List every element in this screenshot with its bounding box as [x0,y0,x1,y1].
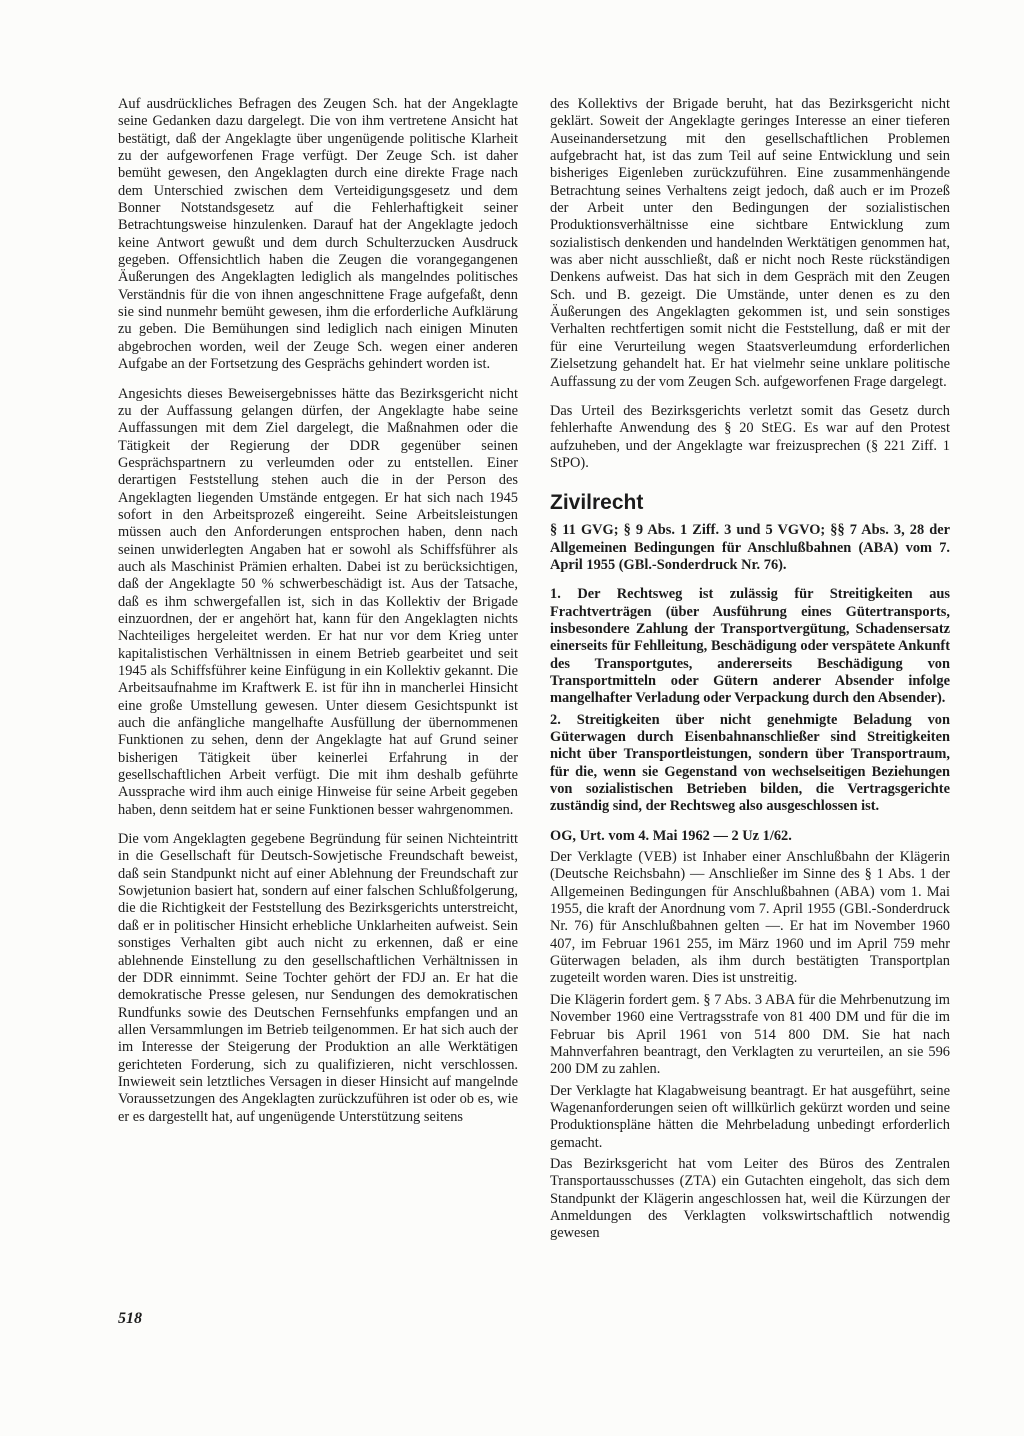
court-decision-reference: OG, Urt. vom 4. Mai 1962 — 2 Uz 1/62. [550,827,792,844]
page-number: 518 [118,1310,142,1327]
headnote-1: 1. Der Rechtsweg ist zulässig für Streitigkeiten aus Frachtverträgen (über Ausführung eines Gütertransports, insbesondere Zahlung der Transportvergütung, Schadensersatz einerseits für Fehlleitung, Beschädigung oder verspätete Ankunft des Transportgutes, andererseits Beschädigung von Transportmitteln oder Gütern anderer Absender infolge mangelhafter Verladung oder Verpackung durch den Absender). [550,586,950,707]
legal-citation: § 11 GVG; § 9 Abs. 1 Ziff. 3 und 5 VGVO; §§ 7 Abs. 3, 28 der Allgemeinen Bedingungen für Anschlußbahnen (ABA) vom 7. April 1955 (GBl.-Sonderdruck Nr. 76). [550,522,950,573]
paragraph: Der Verklagte hat Klagabweisung beantragt. Er hat ausgeführt, seine Wagenanforderungen seien oft willkürlich gekürzt worden und seine Produktionspläne hätten die Mehrbeladung unbedingt erforderlich gemacht. [550,1082,950,1151]
paragraph: Die vom Angeklagten gegebene Begründung für seinen Nichteintritt in die Gesellschaft für Deutsch-Sowjetische Freundschaft beweist, daß sein Standpunkt nicht auf einer Ablehnung der Freundschaft zur Sowjetunion basiert hat, sondern auf einer falschen Schlußfolgerung, die die Richtigkeit der Feststellung des Bezirksgerichts unterstreicht, daß er in politischer Hinsicht erhebliche Unklarheiten aufweist. Sein sonstiges Verhalten gibt auch nicht zu erkennen, daß er eine ablehnende Einstellung zu den gesellschaftlichen Verhältnissen in der DDR einnimmt. Seine Tochter gehört der FDJ an. Er hat die demokratische Presse gelesen, nur Sendungen des demokratischen Rundfunks sowie des Deutschen Fernsehfunks empfangen und an allen Versammlungen im Betrieb teilgenommen. Er hat sich auch der im Interesse der Steigerung der Produktion an alle Werktätigen gerichteten Forderung, sich zu qualifizieren, nicht verschlossen. Inwieweit sein letztliches Versagen in dieser Hinsicht auf mangelnde Voraussetzungen des Angeklagten zurückzuführen ist oder ob es, wie er es dargestellt hat, auf ungenügende Unterstützung seitens [118,831,518,1125]
paragraph: Die Klägerin fordert gem. § 7 Abs. 3 ABA für die Mehrbenutzung im November 1960 eine Vertragsstrafe von 81 400 DM und für die im Februar bis April 1961 von 514 800 DM. Sie hat nach Mahnverfahren beantragt, den Verklagten zu verurteilen, an sie 596 200 DM zu zahlen. [550,991,950,1078]
right-column [550,96,950,1247]
section-heading: Zivilrecht [550,491,644,515]
paragraph: Das Urteil des Bezirksgerichts verletzt somit das Gesetz durch fehlerhafte Anwendung des § 20 StEG. Es war auf den Protest aufzuheben, und der Angeklagte war freizusprechen (§ 221 Ziff. 1 StPO). [550,402,950,471]
paragraph: Der Verklagte (VEB) ist Inhaber einer Anschlußbahn der Klägerin (Deutsche Reichsbahn) — Anschließer im Sinne des § 1 Abs. 1 der Allgemeinen Bedingungen für Anschlußbahnen (ABA) vom 1. Mai 1955, die kraft der Anordnung vom 7. April 1955 (GBl.-Sonderdruck Nr. 76) für Anschlußbahnen gelten —. Er hat im November 1960 407, im Februar 1961 255, im März 1960 und im April 759 mehr Güterwagen beladen, als ihm durch bestätigten Transportplan zugeteilt worden waren. Dies ist unstreitig. [550,849,950,987]
paragraph: Auf ausdrückliches Befragen des Zeugen Sch. hat der Angeklagte seine Gedanken dazu dargelegt. Die von ihm vertretene Ansicht hat bestätigt, daß der Angeklagte über ungenügende politische Klarheit zu der aufgeworfenen Frage verfügt. Der Zeuge Sch. ist daher bemüht gewesen, den Angeklagten durch eine direkte Frage nach dem Unterschied zwischen dem Verteidigungsgesetz und dem Bonner Notstandsgesetz auf die Fehlerhaftigkeit seiner Betrachtungsweise hinzulenken. Darauf hat der Angeklagte jedoch keine Antwort gewußt und dem durch Schulterzucken Ausdruck gegeben. Offensichtlich haben die Zeugen die vorangegangenen Äußerungen des Angeklagten lediglich als mangelndes politisches Verständnis für die von ihnen angeschnittene Frage aufgefaßt, denn sie sind nunmehr bemüht gewesen, ihm die erforderliche Aufklärung zu geben. Die Bemühungen sind lediglich nach einigen Minuten abgebrochen worden, weil der Zeuge Sch. wegen einer anderen Aufgabe an der Fortsetzung des Gesprächs gehindert worden ist. [118,96,518,373]
paragraph: Das Bezirksgericht hat vom Leiter des Büros des Zentralen Transportausschusses (ZTA) ein Gutachten eingeholt, das sich dem Standpunkt der Klägerin angeschlossen hat, weil die Kürzungen der Anmeldungen des Verklagten volkswirtschaftlich notwendig gewesen [550,1155,950,1242]
paragraph: Angesichts dieses Beweisergebnisses hätte das Bezirksgericht nicht zu der Auffassung gelangen dürfen, der Angeklagte habe seine Auffassungen mit dem Ziel dargelegt, die Maßnahmen oder die Tätigkeit der Regierung der DDR gegenüber seinen Gesprächspartnern zu verleumden oder zu entstellen. Einer derartigen Feststellung stehen auch die in der Person des Angeklagten liegenden Umstände entgegen. Er hat sich nach 1945 sofort in den Arbeitsprozeß eingereiht. Seine Arbeitsleistungen müssen auch den Anforderungen entsprochen haben, denn nach seinen unwiderlegten Angaben hat er sowohl als Schiffsführer als auch als Maschinist Prämien erhalten. Dabei ist zu berücksichtigen, daß der Angeklagte 50 % schwerbeschädigt ist. Aus der Tatsache, daß es ihm schwergefallen ist, sich in das Kollektiv der Brigade einzuordnen, der er angehört hat, kann für den Angeklagten nichts Nachteiliges hergeleitet werden. Er hat nur vor dem Krieg unter kapitalistischen Verhältnissen in einem Betrieb gearbeitet und seit 1945 als Schiffsführer keine Einfügung in ein Kollektiv gekannt. Die Arbeitsaufnahme im Kraftwerk E. ist für ihn in mancherlei Hinsicht eine große Umstellung gewesen. Unter diesem Gesichtspunkt ist auch die anfängliche mangelhafte Ausfüllung der übernommenen Funktionen zu sehen, denn der Angeklagte hat auf Grund seiner bisherigen Tätigkeit über keinerlei Erfahrung in der gesellschaftlichen Arbeit verfügt. Die mit ihm deshalb geführte Aussprache wird ihm auch einige Hinweise für seine Arbeit gegeben haben, denn seitdem hat er seine Funktionen besser wahrgenommen. [118,385,518,818]
paragraph: des Kollektivs der Brigade beruht, hat das Bezirksgericht nicht geklärt. Soweit der Angeklagte geringes Interesse an einer tieferen Auseinandersetzung mit den gesellschaftlichen Problemen aufgebracht hat, ist das zum Teil auf seine Entwicklung und sein bisheriges Eigenleben zurückzuführen. Eine zusammenhängende Betrachtung seines Verhaltens zeigt jedoch, daß auch er im Prozeß der Arbeit unter den Bedingungen der sozialistischen Produktionsverhältnisse eine sichtbare Entwicklung zum sozialistisch denkenden und handelnden Werktätigen genommen hat, was aber nicht ausschließt, daß er nicht noch Reste rückständigen Denkens aufweist. Das hat sich in dem Gespräch mit den Zeugen Sch. und B. gezeigt. Die Umstände, unter denen es zu den Äußerungen des Angeklagten gekommen ist, und sein sonstiges Verhalten rechtfertigen somit nicht die Feststellung, daß er mit der für eine Verurteilung wegen Staatsverleumdung erforderlichen Zielsetzung gehandelt hat. Er hat vielmehr seine unklare politische Auffassung zu der vom Zeugen Sch. aufgeworfenen Frage dargelegt. [550,96,950,390]
headnote-2: 2. Streitigkeiten über nicht genehmigte Beladung von Güterwagen durch Eisenbahnanschließer sind Streitigkeiten nicht über Transportleistungen, sondern über Transportraum, für die, wenn sie Gegenstand von wechselseitigen Beziehungen von sozialistischen Betrieben bilden, die Vertragsgerichte zuständig sind, der Rechtsweg also ausgeschlossen ist. [550,711,950,815]
left-column [118,96,518,1138]
